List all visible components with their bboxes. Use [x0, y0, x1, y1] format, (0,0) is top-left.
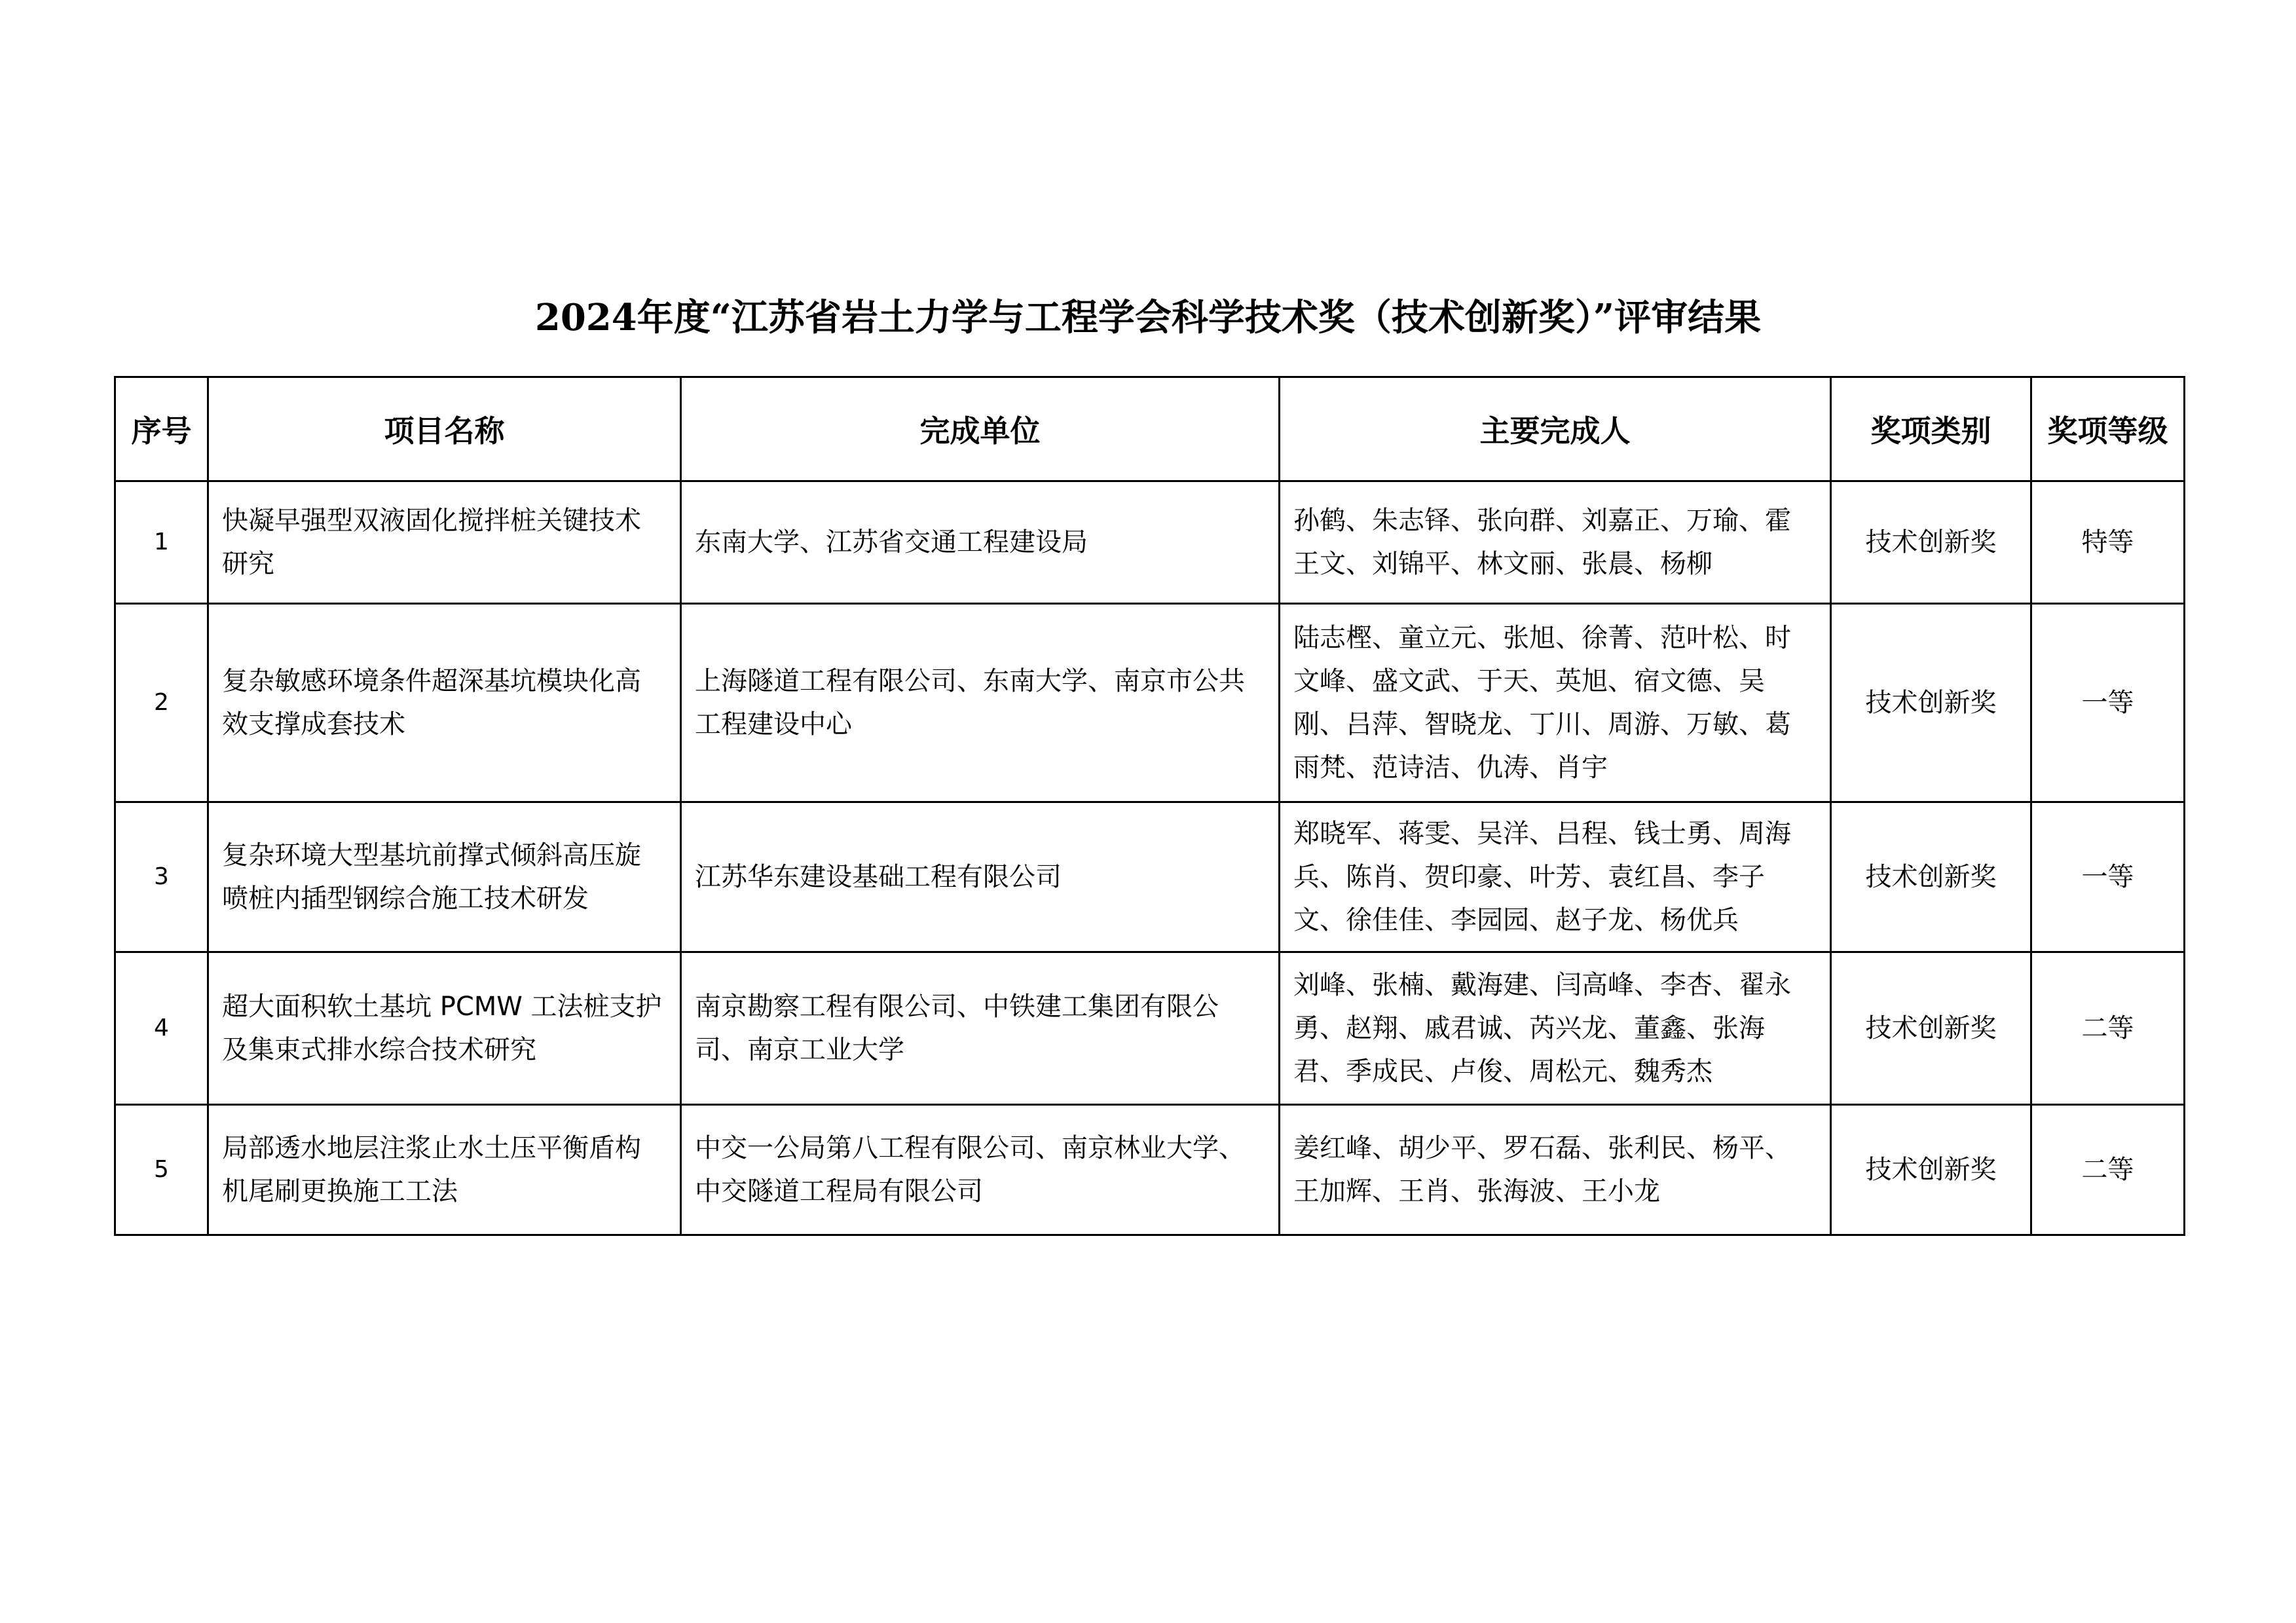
header-unit: 完成单位 — [681, 377, 1280, 481]
document-title: 2024年度“江苏省岩土力学与工程学会科学技术奖（技术创新奖）”评审结果 — [534, 296, 1762, 339]
cell-persons: 刘峰、张楠、戴海建、闫高峰、李杏、翟永勇、赵翔、戚君诚、芮兴龙、董鑫、张海君、季成民、卢俊、周松元、魏秀杰 — [1280, 952, 1831, 1105]
header-category: 奖项类别 — [1831, 377, 2031, 481]
cell-project: 超大面积软土基坑 PCMW 工法桩支护及集束式排水综合技术研究 — [208, 952, 681, 1105]
cell-category: 技术创新奖 — [1831, 802, 2031, 952]
cell-level: 一等 — [2031, 802, 2185, 952]
cell-unit: 上海隧道工程有限公司、东南大学、南京市公共工程建设中心 — [681, 604, 1280, 802]
cell-level: 二等 — [2031, 952, 2185, 1105]
cell-category: 技术创新奖 — [1831, 1105, 2031, 1235]
cell-unit: 南京勘察工程有限公司、中铁建工集团有限公司、南京工业大学 — [681, 952, 1280, 1105]
table-row — [115, 481, 2185, 604]
header-persons: 主要完成人 — [1280, 377, 1831, 481]
cell-seq: 1 — [115, 481, 208, 604]
header-level: 奖项等级 — [2031, 377, 2185, 481]
cell-persons: 郑晓军、蒋雯、吴洋、吕程、钱士勇、周海兵、陈肖、贺印豪、叶芳、袁红昌、李子文、徐佳佳、李园园、赵子龙、杨优兵 — [1280, 802, 1831, 952]
table-row — [115, 1105, 2185, 1235]
header-seq: 序号 — [115, 377, 208, 481]
cell-project: 复杂环境大型基坑前撑式倾斜高压旋喷桩内插型钢综合施工技术研发 — [208, 802, 681, 952]
cell-unit: 东南大学、江苏省交通工程建设局 — [681, 481, 1280, 604]
table-header-row — [115, 377, 2185, 481]
table-row — [115, 952, 2185, 1105]
cell-project: 复杂敏感环境条件超深基坑模块化高效支撑成套技术 — [208, 604, 681, 802]
cell-category: 技术创新奖 — [1831, 952, 2031, 1105]
table-row — [115, 802, 2185, 952]
cell-level: 一等 — [2031, 604, 2185, 802]
cell-persons: 孙鹤、朱志铎、张向群、刘嘉正、万瑜、霍王文、刘锦平、林文丽、张晨、杨柳 — [1280, 481, 1831, 604]
cell-seq: 4 — [115, 952, 208, 1105]
table-row — [115, 604, 2185, 802]
header-project: 项目名称 — [208, 377, 681, 481]
cell-persons: 陆志樫、童立元、张旭、徐菁、范叶松、时文峰、盛文武、于天、英旭、宿文德、吴刚、吕萍、智晓龙、丁川、周游、万敏、葛雨梵、范诗洁、仇涛、肖宇 — [1280, 604, 1831, 802]
cell-category: 技术创新奖 — [1831, 604, 2031, 802]
cell-category: 技术创新奖 — [1831, 481, 2031, 604]
cell-seq: 2 — [115, 604, 208, 802]
cell-unit: 江苏华东建设基础工程有限公司 — [681, 802, 1280, 952]
cell-persons: 姜红峰、胡少平、罗石磊、张利民、杨平、王加辉、王肖、张海波、王小龙 — [1280, 1105, 1831, 1235]
cell-level: 二等 — [2031, 1105, 2185, 1235]
cell-project: 局部透水地层注浆止水土压平衡盾构机尾刷更换施工工法 — [208, 1105, 681, 1235]
cell-unit: 中交一公局第八工程有限公司、南京林业大学、中交隧道工程局有限公司 — [681, 1105, 1280, 1235]
cell-seq: 5 — [115, 1105, 208, 1235]
cell-seq: 3 — [115, 802, 208, 952]
cell-level: 特等 — [2031, 481, 2185, 604]
award-results-table — [114, 376, 2185, 1236]
cell-project: 快凝早强型双液固化搅拌桩关键技术研究 — [208, 481, 681, 604]
